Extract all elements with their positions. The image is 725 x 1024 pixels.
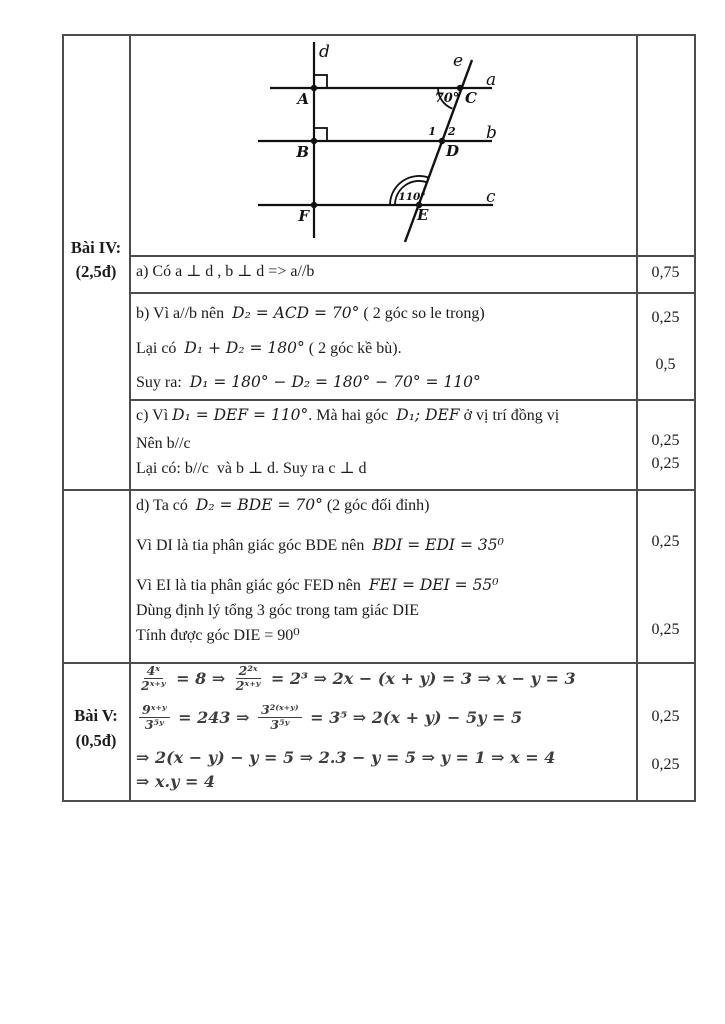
fraction-2 [234,664,263,693]
d-line4-text: Dùng định lý tổng 3 góc trong tam giác DIE [136,602,420,619]
points-d1: 0,25 [651,533,680,550]
baiv-line1-rest: = 2³ ⇒ 2x − (x + y) = 3 ⇒ x − y = 3 [265,669,576,688]
answer-d-line4 [136,601,419,621]
c-line2-text: Nên b//c [136,435,191,452]
answer-c-line3 [136,459,366,479]
c-line1-math2: D₁; DEF [396,406,460,424]
points-c2: 0,25 [651,455,680,472]
points-b2: 0,5 [655,356,676,373]
answer-b-line3 [136,372,481,393]
label-point-D: D [446,142,460,160]
bai4-score: (2,5đ) [75,262,117,281]
c-line1-math: D₁ = DEF = 110° [172,406,309,424]
points-v1: 0,25 [651,708,680,725]
bai5-score: (0,5đ) [75,731,117,750]
answer-d-line2 [136,535,504,556]
row-divider-c [62,489,696,491]
c-line1-post: ở vị trí đồng vị [459,407,560,424]
c-line3-text: Lại có: b//c và b ⊥ d. Suy ra c ⊥ d [136,460,367,477]
answer-d-line1 [136,495,430,516]
fraction-1-denominator: 2ˣ⁺ʸ [141,678,166,693]
baiv-line4 [136,772,215,791]
c-line1-mid: . Mà hai góc [308,407,397,424]
row-divider-a [129,292,696,294]
fraction-4-denominator: 3⁵ʸ [270,717,290,732]
label-line-e: e [452,51,463,71]
b-line1-pre: b) Vì a//b nên [136,305,233,322]
b-line3-pre: Suy ra: [136,374,190,391]
fraction-3-numerator: 9ˣ⁺ʸ [139,703,170,718]
row-divider-figure [129,255,696,257]
label-point-C: C [465,89,477,107]
bai4-title: Bài IV: [70,238,122,257]
baiv-line2-rest: = 3⁵ ⇒ 2(x + y) − 5y = 5 [304,708,523,727]
b-line1-math: D₂ = ACD = 70° [232,304,360,322]
baiv-line2-mid: = 243 ⇒ [172,708,256,727]
point-A [311,85,317,91]
baiv-line1 [136,664,576,693]
answer-a-text: a) Có a ⊥ d , b ⊥ d => a//b [136,263,315,280]
bai5-title: Bài V: [74,706,118,725]
answer-a-line1 [136,262,314,282]
baiv-line2 [136,703,522,732]
answer-b-line1 [136,303,485,324]
label-angle-110: 110° [398,191,426,203]
d-line1-pre: d) Ta có [136,497,196,514]
c-line1-pre: c) Vì [136,407,173,424]
label-line-a: a [486,70,497,90]
answer-d-line3 [136,575,499,596]
row-divider-b [129,399,696,401]
label-line-b: b [486,123,497,143]
answer-d-line5 [136,626,300,646]
label-point-F: F [298,207,309,225]
baiv-line3-text: ⇒ 2(x − y) − y = 5 ⇒ 2.3 − y = 5 ⇒ y = 1 ⇒ x = 4 [136,748,556,767]
fraction-2-numerator: 2²ˣ [236,664,261,679]
d-line2-math: BDI = EDI = 35⁰ [372,536,504,554]
label-line-c: c [486,187,496,207]
d-line2-pre: Vì DI là tia phân giác góc BDE nên [136,537,373,554]
points-a: 0,75 [651,264,680,281]
d-line3-pre: Vì EI là tia phân giác góc FED nên [136,577,369,594]
b-line2-pre: Lại có [136,340,185,357]
d-line3-math: FEI = DEI = 55⁰ [368,576,499,594]
fraction-4-numerator: 3²⁽ˣ⁺ʸ⁾ [258,703,301,718]
label-angle-70: 70° [434,91,460,106]
label-line-d: d [319,42,330,62]
baiv-line4-text: ⇒ x.y = 4 [136,772,216,791]
fraction-3-denominator: 3⁵ʸ [144,717,164,732]
b-line1-post: ( 2 góc so le trong) [359,305,485,322]
label-point-B: B [296,143,309,161]
fraction-2-denominator: 2ˣ⁺ʸ [235,678,261,693]
b-line2-math: D₁ + D₂ = 180° [184,339,305,357]
b-line2-post: ( 2 góc kề bù). [304,340,402,357]
point-D [439,138,445,144]
baiv-line1-mid: = 8 ⇒ [170,669,231,688]
b-line3-math: D₁ = 180° − D₂ = 180° − 70° = 110° [189,373,481,391]
table-border-right [694,34,696,802]
fraction-1-numerator: 4ˣ [144,664,163,679]
baiv-line3 [136,748,555,767]
d-line5-text: Tính được góc DIE = 90⁰ [136,627,300,644]
answer-c-line1 [136,405,559,426]
table-border-bottom [62,800,696,802]
d-line1-math: D₂ = BDE = 70° [195,496,323,514]
points-c1: 0,25 [651,432,680,449]
table-border-left [62,34,64,802]
table-divider-points [636,34,638,802]
fraction-4 [258,703,301,732]
points-d2: 0,25 [651,621,680,638]
fraction-1 [139,664,168,693]
point-F [311,202,317,208]
geometry-figure [129,34,636,255]
label-point-A: A [297,90,309,108]
point-B [311,138,317,144]
points-b1: 0,25 [651,309,680,326]
points-v2: 0,25 [651,756,680,773]
label-angle-2: 2 [448,125,456,138]
fraction-3 [139,703,170,732]
label-point-E: E [417,206,429,224]
answer-c-line2 [136,434,191,454]
answer-b-line2 [136,338,402,359]
label-angle-1: 1 [428,125,436,138]
d-line1-post: (2 góc đối đỉnh) [322,497,430,514]
